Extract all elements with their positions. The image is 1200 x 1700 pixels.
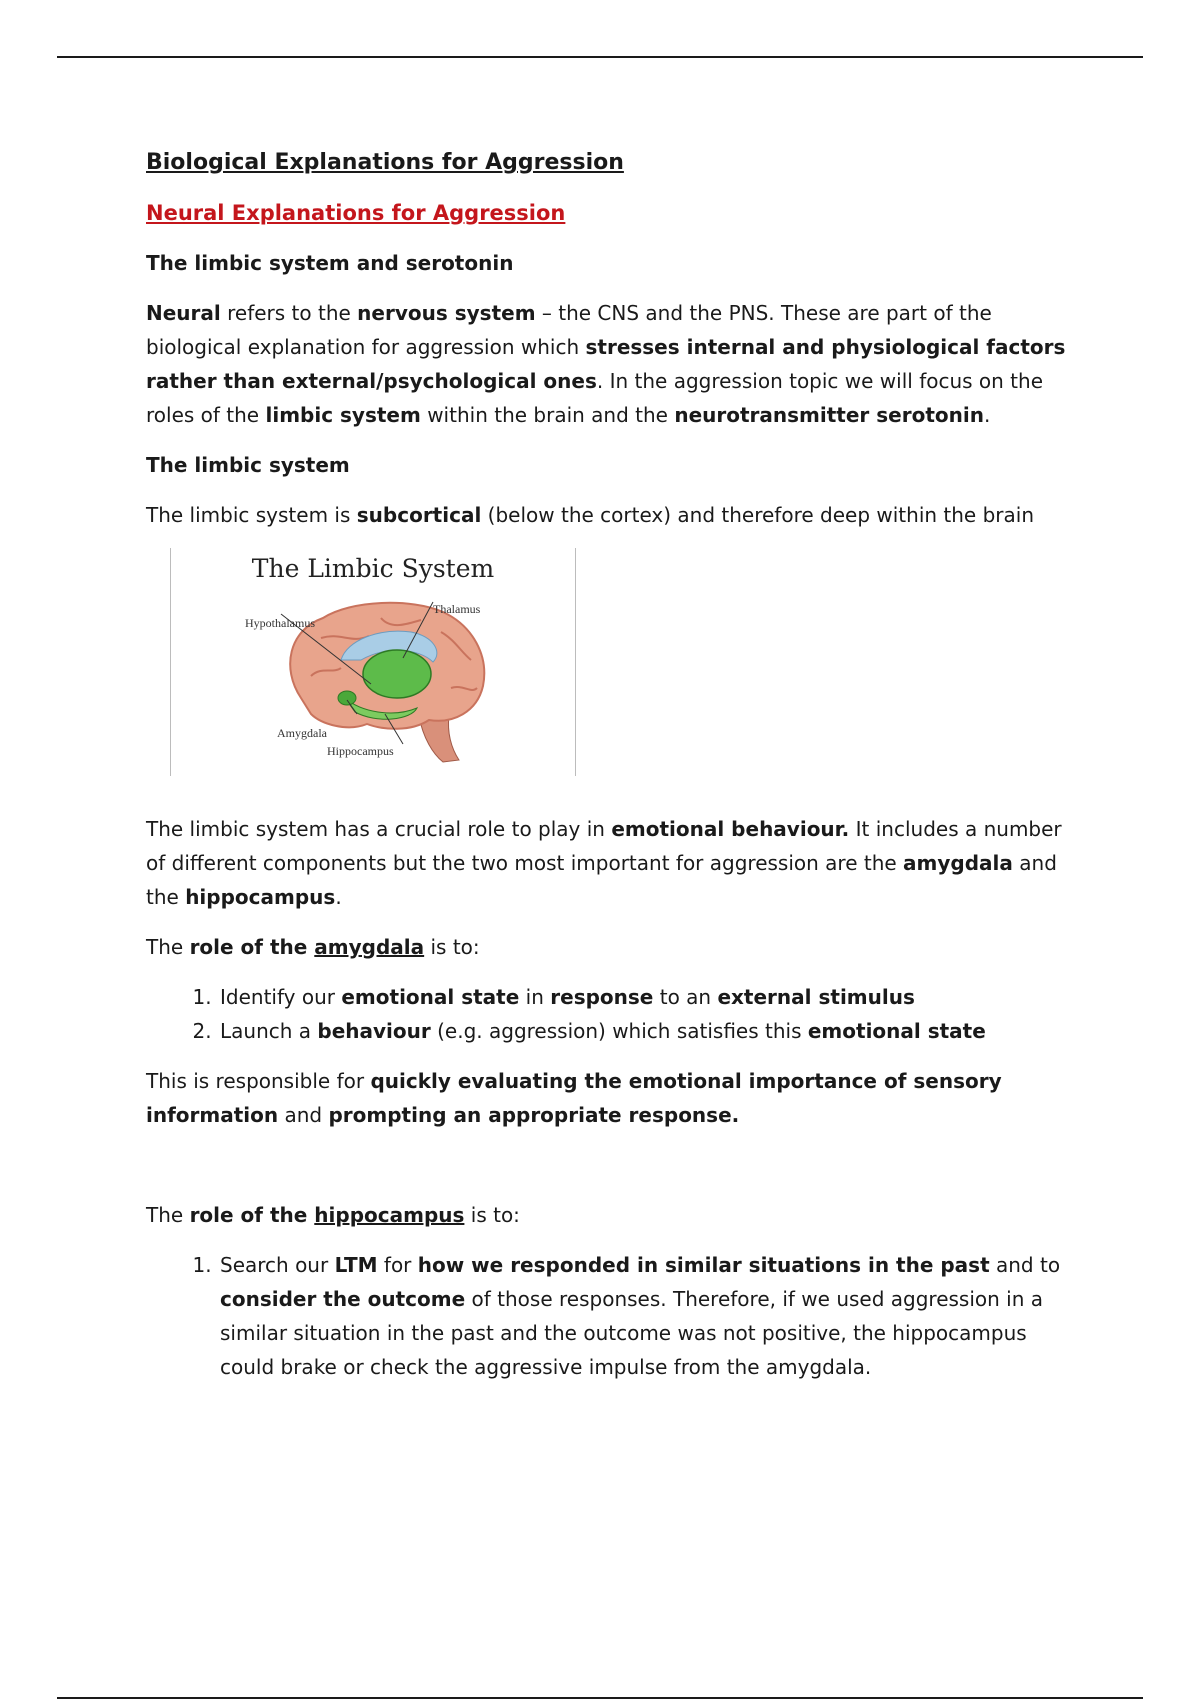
hippocampus-role-intro: The role of the hippocampus is to: (146, 1203, 520, 1227)
label-amygdala: Amygdala (277, 726, 327, 740)
list-item: 1. Identify our emotional state in response to an external stimulus (218, 980, 1086, 1014)
subsection-title-limbic: The limbic system (146, 453, 350, 477)
hippocampus-role-list (146, 1248, 1086, 1384)
amygdala-role-intro: The role of the amygdala is to: (146, 935, 480, 959)
document-heading: Biological Explanations for Aggression (146, 150, 624, 175)
header-rule (57, 56, 1143, 58)
figure-title: The Limbic System (251, 554, 495, 583)
intro-paragraph: Neural refers to the nervous system – the CNS and the PNS. These are part of the biological explanation for aggression which stresses internal and physiological factors rather than external/psychological ones. In the aggression topic we will focus on the roles of the limbic system within the brain and the neurotransmitter serotonin. (146, 301, 1066, 427)
document-body (146, 146, 1086, 1400)
list-item: 2. Launch a behaviour (e.g. aggression) which satisfies this emotional state (218, 1014, 1086, 1048)
blank-space (146, 1148, 1086, 1198)
amygdala-shape (338, 691, 356, 705)
label-hypothalamus: Hypothalamus (245, 616, 315, 630)
amygdala-role-list (146, 980, 1086, 1048)
subcortical-paragraph: The limbic system is subcortical (below the cortex) and therefore deep within the brain (146, 503, 1034, 527)
emotional-paragraph: The limbic system has a crucial role to play in emotional behaviour. It includes a number of different components but the two most important for aggression are the amygdala and the hippocampus. (146, 817, 1062, 909)
responsible-paragraph: This is responsible for quickly evaluating the emotional importance of sensory information and prompting an appropriate response. (146, 1069, 1002, 1127)
label-hippocampus: Hippocampus (327, 744, 394, 758)
thalamus-shape (363, 650, 431, 698)
list-item: 1. Search our LTM for how we responded in similar situations in the past and to consider the outcome of those responses. Therefore, if we used aggression in a similar situation in the past and the outcome was not positive, the hippocampus could brake or check the aggressive impulse from the amygdala. (218, 1248, 1086, 1384)
label-thalamus: Thalamus (433, 602, 481, 616)
footer-rule (57, 1697, 1143, 1699)
limbic-system-figure (170, 548, 576, 776)
section-heading-neural: Neural Explanations for Aggression (146, 201, 566, 225)
subsection-title-limbic-serotonin: The limbic system and serotonin (146, 251, 514, 275)
